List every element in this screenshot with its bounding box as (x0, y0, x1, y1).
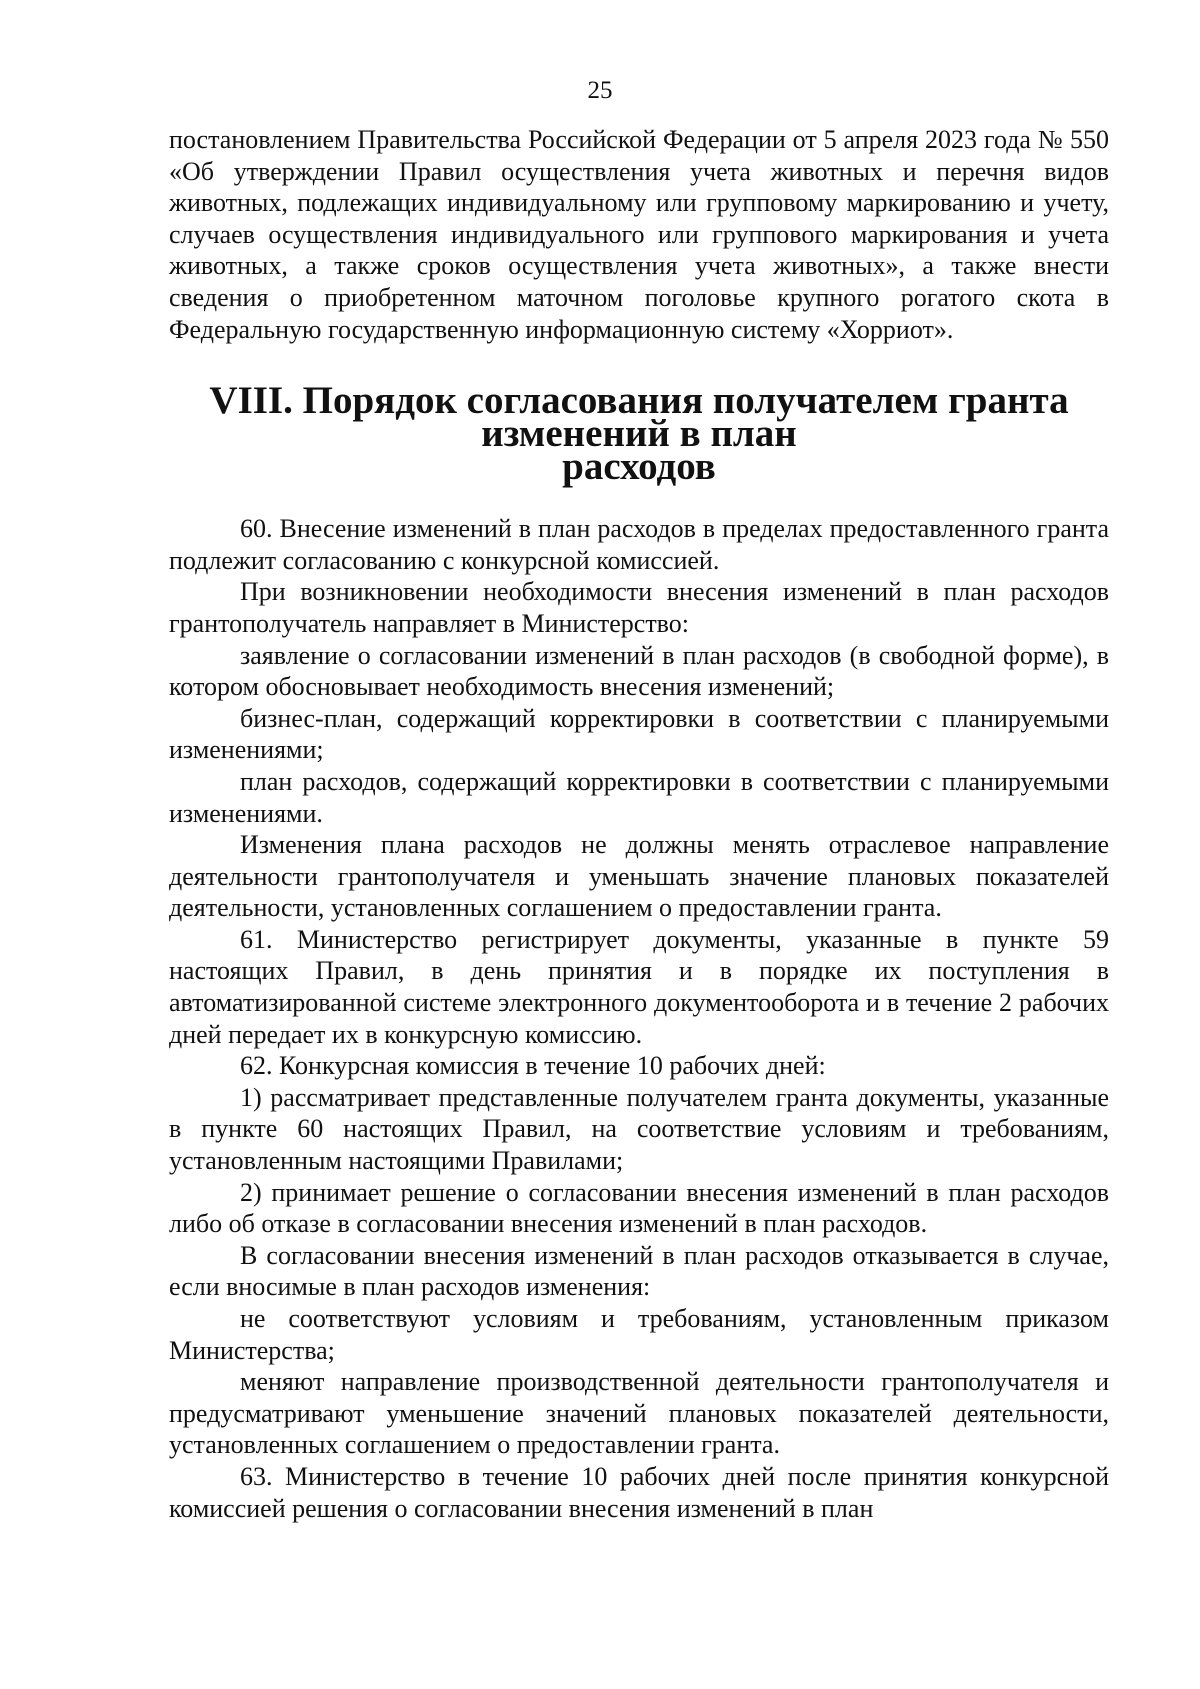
paragraph-63: 63. Министерство в течение 10 рабочих дней после принятия конкурсной комиссией решения о согласовании внесения изменений в план (169, 1461, 1109, 1523)
list-item-expense-plan: план расходов, содержащий корректировки в соответствии с планируемыми изменениями. (169, 766, 1109, 828)
list-item-62-2: 2) принимает решение о согласовании внесения изменений в план расходов либо об отказе в согласовании внесения изменений в план расходов. (169, 1177, 1109, 1239)
list-item-62-1: 1) рассматривает представленные получателем гранта документы, указанные в пункте 60 настоящих Правил, на соответствие условиям и требованиям, установленным настоящими Правилами; (169, 1082, 1109, 1176)
list-item-refusal-2: меняют направление производственной деятельности грантополучателя и предусматривают уменьшение значений плановых показателей деятельности, установленных соглашением о предоставлении гранта. (169, 1367, 1109, 1460)
list-item-refusal-1: не соответствуют условиям и требованиям, установленным приказом Министерства; (169, 1304, 1109, 1365)
paragraph-60: 60. Внесение изменений в план расходов в пределах предоставленного гранта подлежит согласованию с конкурсной комиссией. (169, 514, 1109, 575)
section-heading (169, 379, 1109, 489)
document-body (169, 124, 1109, 1524)
page-number: 25 (587, 77, 613, 104)
list-item-business-plan: бизнес-план, содержащий корректировки в соответствии с планируемыми изменениями; (169, 703, 1109, 765)
intro-paragraph: постановлением Правительства Российской Федерации от 5 апреля 2023 года № 550 «Об утверждении Правил осуществления учета животных и перечня видов животных, подлежащих индивидуальному или групповому маркированию и учету, случаев осуществления индивидуального или группового маркирования и учета животных, а также сроков осуществления учета животных», а также внести сведения о приобретенном маточном поголовье крупного рогатого скота в Федеральную государственную информационную систему «Хорриот». (169, 125, 1109, 344)
paragraph-62: 62. Конкурсная комиссия в течение 10 рабочих дней: (240, 1051, 826, 1081)
paragraph-application-intro: При возникновении необходимости внесения изменений в план расходов грантополучатель направляет в Министерство: (169, 577, 1109, 638)
list-item-application-statement: заявление о согласовании изменений в план расходов (в свободной форме), в котором обосновывает необходимость внесения изменений; (169, 640, 1109, 702)
section-heading-line-1: VIII. Порядок согласования получателем гранта изменений в план (209, 379, 1069, 456)
paragraph-refusal-grounds: В согласовании внесения изменений в план расходов отказывается в случае, если вносимые в план расходов изменения: (169, 1240, 1109, 1302)
paragraph-change-restrictions: Изменения плана расходов не должны менять отраслевое направление деятельности грантополучателя и уменьшать значение плановых показателей деятельности, установленных соглашением о предоставлении гранта. (169, 830, 1109, 923)
section-heading-line-2: расходов (562, 445, 716, 489)
paragraph-61: 61. Министерство регистрирует документы, указанные в пункте 59 настоящих Правил, в день принятия и в порядке их поступления в автоматизированной системе электронного документооборота и в течение 2 рабочих дней передает их в конкурсную комиссию. (169, 924, 1109, 1049)
